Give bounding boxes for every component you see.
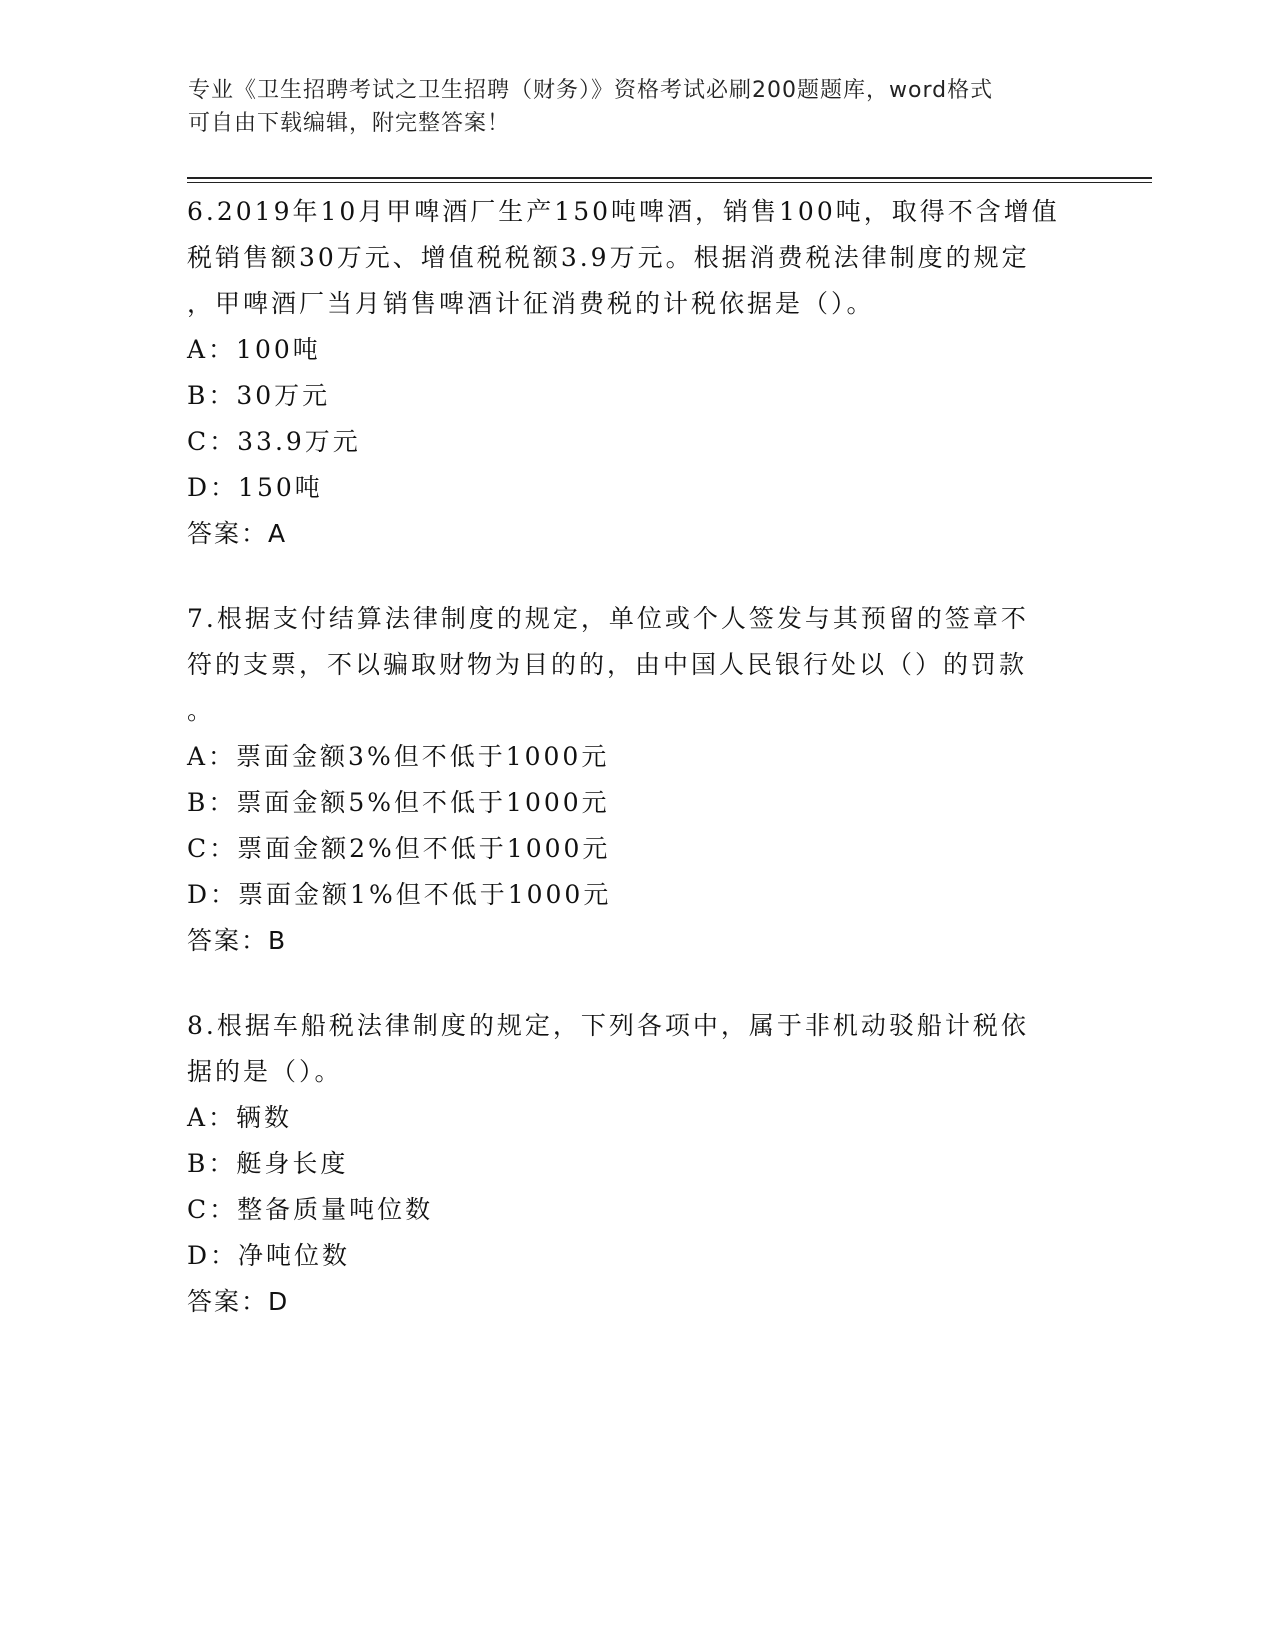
question-stem: [187, 1003, 1087, 1095]
option-b: B：票面金额5%但不低于1000元: [187, 788, 610, 817]
stem-line: ，甲啤酒厂当月销售啤酒计征消费税的计税依据是（）。: [187, 289, 875, 318]
option-list: [187, 1095, 1087, 1279]
option-list: [187, 327, 1087, 511]
option-c: C：整备质量吨位数: [187, 1195, 434, 1224]
option-a: A：票面金额3%但不低于1000元: [187, 742, 610, 771]
header-divider-thin: [187, 182, 1152, 183]
question-stem: [187, 189, 1087, 327]
stem-line: 7.根据支付结算法律制度的规定，单位或个人签发与其预留的签章不: [187, 604, 1029, 633]
header-line-1: 专业《卫生招聘考试之卫生招聘（财务）》资格考试必刷200题题库，word格式: [188, 78, 994, 103]
option-a: A：辆数: [187, 1103, 293, 1132]
option-list: [187, 734, 1087, 918]
question-6: [187, 189, 1087, 557]
question-8: [187, 1003, 1087, 1325]
option-b: B：30万元: [187, 381, 331, 410]
stem-line: 据的是（）。: [187, 1057, 343, 1086]
option-d: D：净吨位数: [187, 1241, 351, 1270]
answer-line: 答案：D: [187, 1287, 290, 1316]
option-d: D：票面金额1%但不低于1000元: [187, 880, 612, 909]
document-header: [188, 74, 1088, 140]
option-b: B：艇身长度: [187, 1149, 349, 1178]
header-divider-thick: [187, 177, 1152, 179]
question-7: [187, 596, 1087, 964]
answer-line: 答案：A: [187, 519, 288, 548]
option-a: A：100吨: [187, 335, 321, 364]
option-c: C：33.9万元: [187, 427, 361, 456]
answer-line: 答案：B: [187, 926, 288, 955]
stem-line: 6.2019年10月甲啤酒厂生产150吨啤酒，销售100吨，取得不含增值: [187, 197, 1060, 226]
stem-line: 。: [187, 696, 216, 725]
stem-line: 税销售额30万元、增值税税额3.9万元。根据消费税法律制度的规定: [187, 243, 1030, 272]
option-d: D：150吨: [187, 473, 323, 502]
option-c: C：票面金额2%但不低于1000元: [187, 834, 611, 863]
stem-line: 8.根据车船税法律制度的规定，下列各项中，属于非机动驳船计税依: [187, 1011, 1029, 1040]
question-stem: [187, 596, 1087, 734]
header-line-2: 可自由下载编辑，附完整答案！: [188, 111, 511, 136]
stem-line: 符的支票，不以骗取财物为目的的，由中国人民银行处以（）的罚款: [187, 650, 1028, 679]
